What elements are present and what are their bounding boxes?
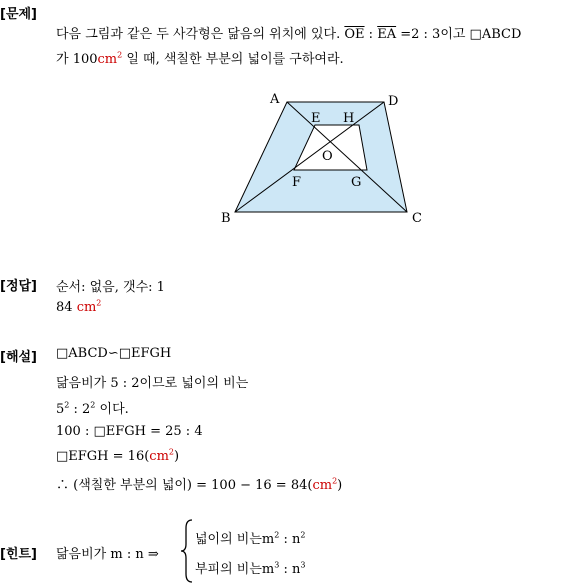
- solution-line-4: 100 : □EFGH = 25 : 4: [56, 424, 203, 439]
- problem-line-2: [56, 48, 344, 67]
- vertex-label-b: B: [221, 211, 231, 226]
- hint-tag: [힌트]: [0, 547, 37, 562]
- problem-line-1: [56, 23, 521, 42]
- vertex-label-f: F: [292, 175, 302, 190]
- answer-meta: 순서: 없음, 갯수: 1: [56, 280, 165, 295]
- hint-brace: [180, 518, 194, 584]
- solution-unit-2: $cm^2$: [312, 476, 338, 493]
- solution-line-3: $5^2$ : $2^2$ 이다.: [56, 400, 129, 417]
- problem-text: 다음 그림과 같은 두 사각형은 닮음의 위치에 있다.: [56, 27, 341, 42]
- problem-text-2a: 가 100: [56, 52, 98, 67]
- answer-tag: [정답]: [0, 279, 37, 294]
- solution-line-2: 닮음비가 5 : 2이므로 넓이의 비는: [56, 376, 249, 391]
- problem-text-2b: 일 때, 색칠한 부분의 넓이를 구하여라.: [126, 52, 344, 67]
- hint-row-volume: 부피의 비는$m^3$ : $n^3$: [195, 560, 306, 577]
- area-unit: $cm^2$: [97, 50, 123, 67]
- solution-tag: [해설]: [0, 350, 37, 365]
- vertex-label-o: O: [322, 149, 333, 164]
- solution-line-1: □ABCD∽□EFGH: [56, 346, 172, 361]
- segment-ea: $\overline{EA}$: [377, 27, 397, 42]
- solution-line-6: ∴ (색칠한 부분의 넓이) = $100 - 16 = 84(cm^2)$: [56, 476, 343, 493]
- vertex-label-h: H: [343, 111, 355, 126]
- ratio-colon: :: [368, 27, 374, 42]
- trapezoid-figure: [210, 85, 440, 230]
- hint-row-area: 넓이의 비는$m^2$ : $n^2$: [195, 530, 306, 547]
- problem-tag: [문제]: [0, 7, 37, 22]
- answer-unit: $cm^2$: [76, 298, 102, 315]
- answer-value: [56, 300, 101, 315]
- solution-unit-1: $cm^2$: [149, 447, 174, 464]
- solution-line-5: □EFGH = $16(cm^2)$: [56, 447, 180, 464]
- hint-lead: 닮음비가 m : n ⇒: [56, 547, 159, 562]
- answer-number: 84: [56, 300, 73, 315]
- vertex-label-g: G: [351, 175, 362, 190]
- segment-oe: $\overline{OE}$: [344, 27, 365, 42]
- vertex-label-d: D: [388, 94, 399, 109]
- vertex-label-c: C: [412, 211, 422, 226]
- vertex-label-a: A: [270, 92, 280, 107]
- ratio-rest: =2 : 3이고 □ABCD: [400, 27, 522, 42]
- vertex-label-e: E: [311, 111, 321, 126]
